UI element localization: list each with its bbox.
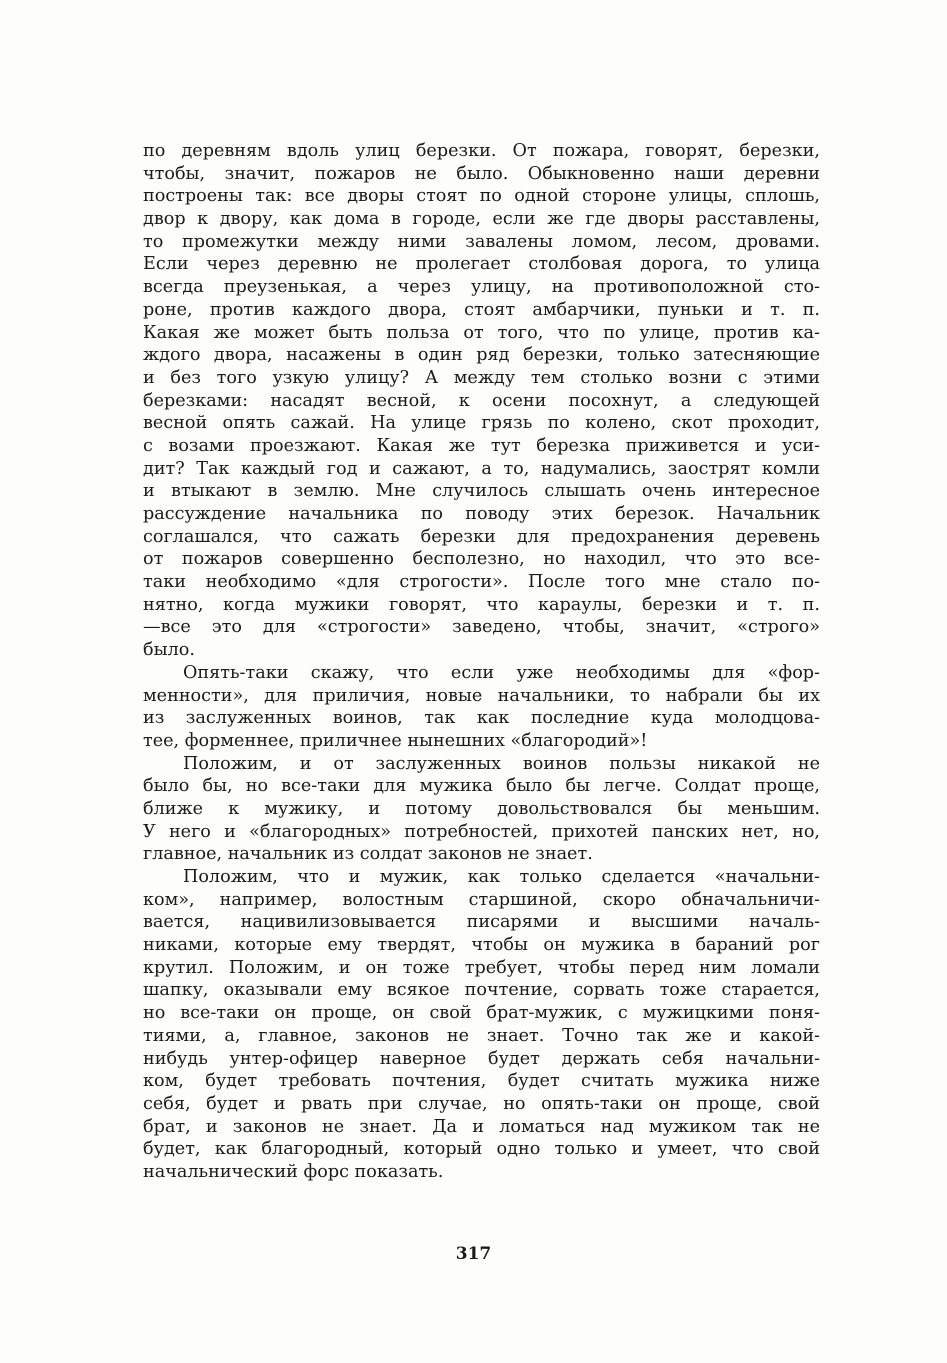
text-line: всегда преузенькая, а через улицу, на противоположной сто- xyxy=(143,277,820,298)
text-line: было бы, но все-таки для мужика было бы легче. Солдат проще, xyxy=(143,776,820,797)
text-line: от пожаров совершенно бесполезно, но находил, что это все- xyxy=(143,549,820,570)
text-line: будет, как благородный, который одно только и умеет, что свой xyxy=(143,1139,820,1160)
text-line: менности», для приличия, новые начальники, то набрали бы их xyxy=(143,685,820,706)
text-line: ближе к мужику, и потому довольствовался бы меньшим. xyxy=(143,798,820,819)
text-line: тиями, а, главное, законов не знает. Точно так же и какой- xyxy=(143,1025,820,1046)
text-line: роне, против каждого двора, стоят амбарчики, пуньки и т. п. xyxy=(143,299,820,320)
text-line: начальнический форс показать. xyxy=(143,1161,444,1182)
text-line: рассуждение начальника по поводу этих березок. Начальник xyxy=(143,504,820,524)
text-line: себя, будет и рвать при случае, но опять-таки он проще, свой xyxy=(143,1093,820,1114)
text-line: было. xyxy=(143,640,195,661)
text-line: Если через деревню не пролегает столбовая дорога, то улица xyxy=(143,254,820,275)
text-line: то промежутки между ними завалены ломом, лесом, дровами. xyxy=(143,231,820,252)
text-line: ком, будет требовать почтения, будет считать мужика ниже xyxy=(143,1071,820,1092)
text-line: построены так: все дворы стоят по одной стороне улицы, сплошь, xyxy=(143,186,820,207)
text-line: и втыкают в землю. Мне случилось слышать очень интересное xyxy=(143,481,820,502)
page-number: 317 xyxy=(455,1244,492,1264)
text-line: чтобы, значит, пожаров не было. Обыкновенно наши деревни xyxy=(143,163,820,184)
text-line: Положим, и от заслуженных воинов пользы никакой не xyxy=(183,753,820,774)
text-line: таки необходимо «для строгости». После того мне стало по- xyxy=(143,572,820,593)
text-line: ком», например, волостным старшиной, скоро обначальничи- xyxy=(143,889,820,910)
text-line: нибудь унтер-офицер наверное будет держать себя начальни- xyxy=(143,1048,820,1069)
body-text xyxy=(143,140,820,1184)
text-line: березками: насадят весной, к осени посохнут, а следующей xyxy=(143,390,820,411)
text-line: соглашался, что сажать березки для предохранения деревень xyxy=(143,526,820,547)
text-line: —все это для «строгости» заведено, чтобы, значит, «строго» xyxy=(143,617,820,638)
text-line: и без того узкую улицу? А между тем столько возни с этими xyxy=(143,367,820,388)
text-line: У него и «благородных» потребностей, прихотей панских нет, но, xyxy=(143,821,820,842)
text-line: с возами проезжают. Какая же тут березка приживется и уси- xyxy=(143,435,820,456)
text-line: Опять-таки скажу, что если уже необходимы для «фор- xyxy=(183,662,820,683)
text-line: тее, форменнее, приличнее нынешних «благородий»! xyxy=(143,730,648,751)
text-line: Какая же может быть польза от того, что по улице, против ка- xyxy=(143,322,820,343)
text-line: из заслуженных воинов, так как последние куда молодцова- xyxy=(143,708,820,729)
text-line: весной опять сажай. На улице грязь по колено, скот проходит, xyxy=(143,413,820,434)
text-line: нятно, когда мужики говорят, что караулы, березки и т. п. xyxy=(143,594,820,615)
text-line: дит? Так каждый год и сажают, а то, надумались, заострят комли xyxy=(143,458,820,479)
text-line: по деревням вдоль улиц березки. От пожара, говорят, березки, xyxy=(143,141,820,161)
text-line: Положим, что и мужик, как только сделается «начальни- xyxy=(183,867,820,887)
text-line: никами, которые ему твердят, чтобы он мужика в бараний рог xyxy=(143,935,820,956)
text-line: брат, и законов не знает. Да и ломаться над мужиком так не xyxy=(143,1116,820,1137)
text-line: шапку, оказывали ему всякое почтение, сорвать тоже старается, xyxy=(143,980,820,1001)
text-line: вается, нацивилизовывается писарями и высшими началь- xyxy=(143,912,820,933)
text-line: главное, начальник из солдат законов не знает. xyxy=(143,844,593,865)
text-line: крутил. Положим, и он тоже требует, чтобы перед ним ломали xyxy=(143,957,820,978)
text-line: двор к двору, как дома в городе, если же где дворы расставлены, xyxy=(143,209,820,230)
text-line: ждого двора, насажены в один ряд березки, только затесняющие xyxy=(143,345,820,366)
text-line: но все-таки он проще, он свой брат-мужик, с мужицкими поня- xyxy=(143,1003,820,1024)
